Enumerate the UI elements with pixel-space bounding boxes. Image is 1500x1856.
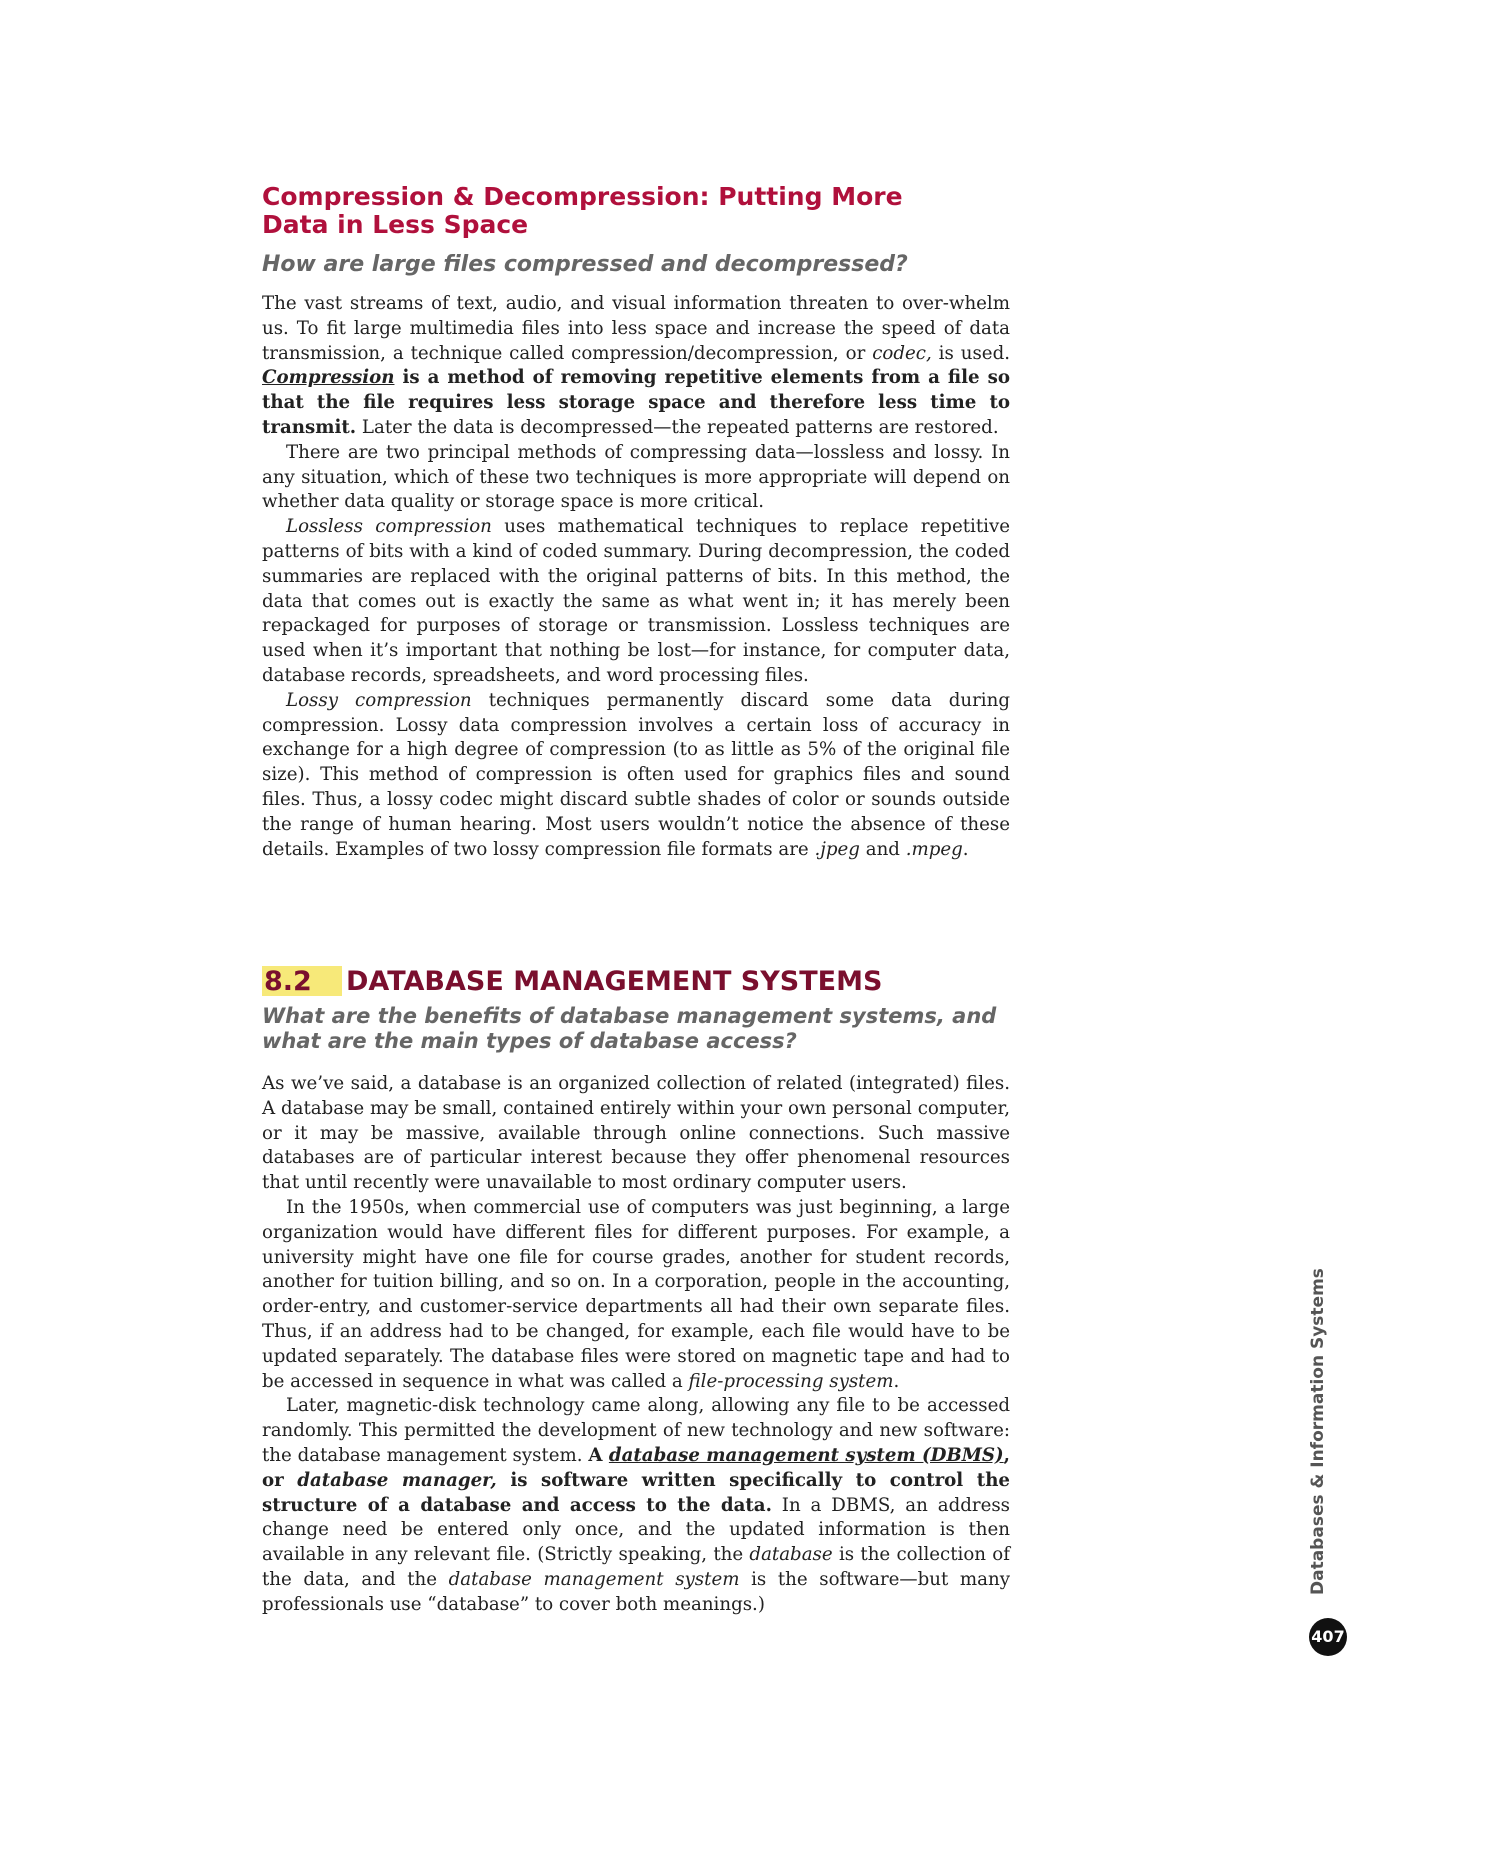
text-run: uses mathematical techniques to replace repetitive patterns of bits with a kind of coded summary. During decompression, the coded summaries are replaced with the original patterns of bits. In this method, the data that comes out is exactly the same as what went in; it has merely been repackaged for purposes of storage or transmission. Lossless techniques are used when it’s important that nothing be lost—for instance, for computer data, database records, spreadsheets, and word processing files.: [262, 516, 1011, 686]
definition-text: A: [588, 1444, 609, 1466]
italic-term: .jpeg: [814, 838, 860, 860]
italic-term: .mpeg: [905, 838, 963, 860]
paragraph: As we’ve said, a database is an organized collection of related (integrated) files. A database may be small, contained entirely within your own personal computer, or it may be massive, available through online connections. Such massive databases are of particular interest because they offer phenomenal resources that until recently were unavailable to most ordinary computer users.: [262, 1073, 1010, 1194]
italic-term: file-processing system: [688, 1370, 894, 1392]
question-line-1: What are the benefits of database management systems, and: [262, 1004, 997, 1028]
italic-term: Lossy compression: [286, 689, 472, 711]
key-term-dbms: database management system (DBMS): [608, 1444, 1004, 1466]
running-title: Databases & Information Systems: [1308, 1268, 1328, 1595]
section-heading-compression: [262, 183, 1010, 239]
section-header-8-2: [262, 966, 1010, 998]
text-run: is used.: [931, 342, 1010, 364]
section-title: DATABASE MANAGEMENT SYSTEMS: [346, 966, 883, 997]
italic-term: database: [749, 1544, 833, 1566]
question-line-2: what are the main types of database access?: [262, 1029, 797, 1053]
italic-term: Lossless compression: [286, 516, 492, 538]
definition-text: is a method of removing repetitive elements from a file so that the file requires less storage space and therefore less time to transmit.: [262, 367, 1010, 438]
text-run: Later the data is decompressed—the repeated patterns are restored.: [356, 416, 999, 438]
italic-term: codec,: [872, 342, 932, 364]
italic-term: database management system: [448, 1568, 740, 1590]
paragraph: [262, 689, 1010, 863]
text-run: .: [962, 838, 969, 860]
dbms-body: [262, 1072, 1010, 1618]
paragraph: [262, 1196, 1010, 1394]
key-term-compression: Compression: [262, 367, 395, 389]
text-run: In the 1950s, when commercial use of computers was just beginning, a large organization would have different files for different purposes. For example, a university might have one file for course grades, another for student records, another for tuition billing, and so on. In a corporation, people in the accounting, order-entry, and customer-service departments all had their own separate files. Thus, if an address had to be changed, for example, each file would have to be updated separately. The database files were stored on magnetic tape and had to be accessed in sequence in what was called a: [262, 1196, 1010, 1392]
paragraph: There are two principal methods of compressing data—lossless and lossy. In any situation, which of these two techniques is more appropriate will depend on whether data quality or storage space is more critical.: [262, 441, 1010, 513]
text-run: .: [893, 1370, 900, 1392]
compression-body: [262, 292, 1010, 862]
section-number: 8.2: [262, 966, 342, 996]
text-run: Later, magnetic-disk technology came along, allowing any file to be accessed randomly. This permitted the development of new technology and new software: the database management system.: [262, 1395, 1010, 1466]
definition-text: , or: [262, 1444, 1010, 1491]
text-run: is the software—but many professionals use “database” to cover both meanings.): [262, 1568, 1010, 1615]
section-question-compression: How are large files compressed and decompressed?: [262, 252, 908, 277]
paragraph: [262, 515, 1010, 689]
paragraph: [262, 292, 1010, 441]
heading-line-1: Compression & Decompression: Putting More: [262, 182, 903, 211]
text-run: is the collection of the data, and the: [262, 1544, 1010, 1590]
italic-term: database manager,: [297, 1469, 497, 1491]
text-run: techniques permanently discard some data during compression. Lossy data compression involves a certain loss of accuracy in exchange for a high degree of compression (to as little as 5% of the original file size). This method of compression is often used for graphics files and sound files. Thus, a lossy codec might discard subtle shades of color or sounds outside the range of human hearing. Most users wouldn’t notice the absence of these details. Examples of two lossy compression file formats are: [262, 689, 1010, 860]
definition-text: is software written specifically to control the structure of a database and access to the data.: [262, 1469, 1010, 1516]
heading-line-2: Data in Less Space: [262, 210, 529, 239]
section-question-dbms: [262, 1004, 1010, 1054]
text-run: and: [859, 838, 906, 860]
text-run: The vast streams of text, audio, and visual information threaten to over-whelm us. To fit large multimedia files into less space and increase the speed of data transmission, a technique called compression/decompression, or: [262, 293, 1010, 364]
paragraph: [262, 1394, 1010, 1617]
page-number-badge: 407: [1309, 1618, 1347, 1656]
text-run: In a DBMS, an address change need be entered only once, and the updated information is then available in any relevant file. (Strictly speaking, the: [262, 1494, 1010, 1566]
